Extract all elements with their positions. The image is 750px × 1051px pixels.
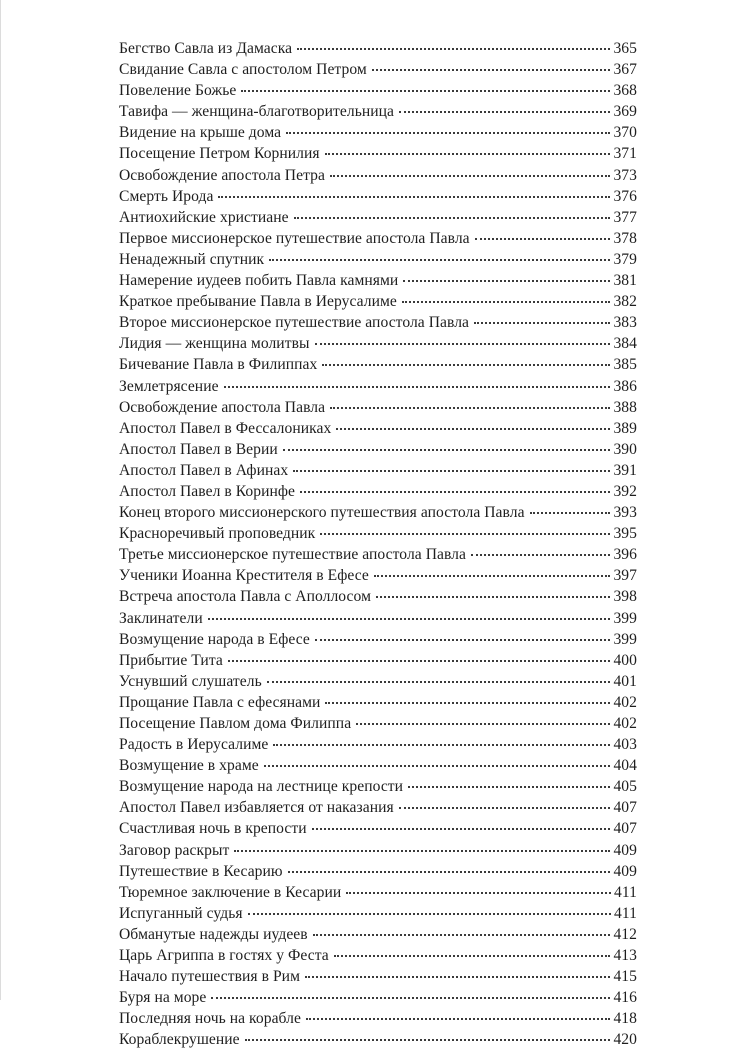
toc-entry [119, 312, 637, 333]
dot-leader [297, 47, 610, 50]
dot-leader [300, 490, 610, 493]
toc-entry-page-number: 405 [613, 778, 637, 796]
toc-entry-title: Тюремное заключение в Кесарии [119, 883, 342, 901]
toc-entry-title: Видение на крыше дома [119, 124, 282, 142]
toc-entry-title: Обманутые надежды иудеев [119, 925, 308, 943]
toc-entry-page-number: 378 [613, 229, 637, 247]
toc-entry [119, 629, 637, 650]
toc-entry-page-number: 416 [613, 989, 637, 1007]
toc-entry-title: Царь Агриппа в гостях у Феста [119, 947, 329, 965]
dot-leader [356, 722, 610, 725]
toc-entry-title: Прибытие Тита [119, 651, 223, 669]
dot-leader [245, 1038, 611, 1041]
toc-entry [119, 101, 637, 122]
toc-entry-title: Возмущение народа на лестнице крепости [119, 778, 404, 796]
toc-entry [119, 270, 637, 291]
toc-entry-page-number: 407 [613, 820, 637, 838]
dot-leader [334, 954, 611, 957]
toc-entry [119, 418, 637, 439]
toc-entry-title: Второе миссионерское путешествие апостола Павла [119, 314, 470, 332]
dot-leader [315, 342, 611, 345]
dot-leader [402, 300, 611, 303]
dot-leader [312, 827, 611, 830]
toc-entry-title: Ненадежный спутник [119, 250, 265, 268]
toc-entry-title: Третье миссионерское путешествие апостола Павла [119, 546, 466, 564]
toc-entry [119, 291, 637, 312]
toc-entry-page-number: 411 [614, 883, 637, 901]
toc-entry-title: Апостол Павел в Коринфе [119, 482, 295, 500]
toc-entry-page-number: 388 [613, 398, 637, 416]
dot-leader [288, 870, 611, 873]
dot-leader [403, 279, 610, 282]
toc-entry-title: Буря на море [119, 989, 207, 1007]
toc-entry [119, 692, 637, 713]
dot-leader [273, 743, 610, 746]
toc-entry-title: Ученики Иоанна Крестителя в Ефесе [119, 567, 369, 585]
dot-leader [228, 659, 611, 662]
toc-entry [119, 966, 637, 987]
dot-leader [320, 532, 610, 535]
toc-entry-title: Конец второго миссионерского путешествия апостола Павла [119, 504, 525, 522]
toc-entry-title: Свидание Савла с апостолом Петром [119, 61, 367, 79]
toc-entry-page-number: 413 [613, 947, 637, 965]
toc-entry-page-number: 396 [613, 546, 637, 564]
toc-entry [119, 586, 637, 607]
toc-entry-title: Возмущение в храме [119, 757, 259, 775]
toc-entry [119, 1008, 637, 1029]
toc-entry [119, 333, 637, 354]
toc-entry [119, 650, 637, 671]
toc-entry-title: Заклинатели [119, 609, 203, 627]
toc-entry [119, 903, 637, 924]
toc-entry-page-number: 409 [613, 862, 637, 880]
toc-entry-title: Апостол Павел в Верии [119, 440, 278, 458]
toc-entry-title: Бегство Савла из Дамаска [119, 40, 293, 57]
dot-leader [315, 638, 611, 641]
toc-entry [119, 186, 637, 207]
toc-entry-title: Красноречивый проповедник [119, 525, 316, 543]
dot-leader [346, 891, 611, 894]
dot-leader [293, 469, 610, 472]
toc-entry-page-number: 418 [613, 1010, 637, 1028]
toc-entry [119, 523, 637, 544]
toc-entry-page-number: 391 [613, 461, 637, 479]
toc-entry-page-number: 420 [613, 1031, 637, 1049]
toc-entry-title: Радость в Иерусалиме [119, 736, 269, 754]
toc-entry-title: Апостол Павел в Афинах [119, 461, 289, 479]
dot-leader [376, 595, 610, 598]
toc-entry [119, 143, 637, 164]
toc-entry-page-number: 411 [614, 904, 637, 922]
toc-entry-title: Возмущение народа в Ефесе [119, 630, 310, 648]
toc-entry-page-number: 377 [613, 208, 637, 226]
dot-leader [294, 216, 611, 219]
toc-entry-title: Начало путешествия в Рим [119, 968, 300, 986]
toc-entry-title: Лидия — женщина молитвы [119, 335, 310, 353]
dot-leader [224, 385, 611, 388]
toc-entry [119, 797, 637, 818]
toc-entry-title: Посещение Петром Корнилия [119, 145, 320, 163]
toc-entry [119, 818, 637, 839]
toc-entry [119, 565, 637, 586]
toc-entry [119, 924, 637, 945]
toc-entry-page-number: 367 [613, 61, 637, 79]
toc-entry-page-number: 384 [613, 335, 637, 353]
toc-entry [119, 228, 637, 249]
dot-leader [408, 785, 610, 788]
toc-entry [119, 755, 637, 776]
toc-entry-title: Прощание Павла с ефесянами [119, 693, 321, 711]
dot-leader [234, 849, 610, 852]
toc-entry-page-number: 370 [613, 124, 637, 142]
toc-entry [119, 80, 637, 101]
toc-entry-title: Тавифа — женщина-благотворительница [119, 103, 395, 121]
dot-leader [267, 680, 611, 683]
toc-entry [119, 945, 637, 966]
toc-entry-page-number: 398 [613, 588, 637, 606]
toc-entry-title: Смерть Ирода [119, 187, 214, 205]
toc-entry-page-number: 395 [613, 525, 637, 543]
toc-entry-title: Испуганный судья [119, 904, 243, 922]
toc-entry-title: Счастливая ночь в крепости [119, 820, 307, 838]
toc-entry [119, 122, 637, 143]
toc-entry-page-number: 402 [613, 715, 637, 732]
toc-entry-page-number: 397 [613, 567, 637, 585]
dot-leader [325, 701, 610, 704]
dot-leader [269, 258, 610, 261]
toc-entry-page-number: 382 [613, 293, 637, 311]
toc-entry-title: Путешествие в Кесарию [119, 862, 283, 880]
toc-entry-page-number: 386 [613, 377, 637, 395]
toc-entry [119, 776, 637, 797]
toc-entry [119, 861, 637, 882]
toc-entry-page-number: 399 [613, 630, 637, 648]
dot-leader [264, 764, 611, 767]
toc-entry-page-number: 404 [613, 757, 637, 775]
dot-leader [399, 110, 610, 113]
toc-entry [119, 502, 637, 523]
toc-entry-page-number: 407 [613, 799, 637, 817]
toc-entry-page-number: 399 [613, 609, 637, 627]
dot-leader [530, 511, 611, 514]
toc-entry-page-number: 402 [613, 693, 637, 711]
toc-entry-title: Намерение иудеев побить Павла камнями [119, 272, 399, 290]
toc-entry-page-number: 412 [613, 925, 637, 943]
toc-entry-title: Бичевание Павла в Филиппах [119, 356, 318, 374]
toc-entry-page-number: 403 [613, 736, 637, 754]
toc-entry-title: Повеление Божье [119, 82, 237, 100]
toc-entry-title: Антиохийские христиане [119, 208, 289, 226]
toc-entry-title: Землетрясение [119, 377, 219, 395]
toc-entry-title: Последняя ночь на корабле [119, 1010, 301, 1028]
toc-entry-page-number: 379 [613, 250, 637, 268]
toc-entry [119, 544, 637, 565]
toc-entry [119, 734, 637, 755]
dot-leader [374, 574, 611, 577]
toc-entry-title: Освобождение апостола Павла [119, 398, 326, 416]
toc-entry-title: Первое миссионерское путешествие апостола Павла [119, 229, 470, 247]
toc-entry-page-number: 383 [613, 314, 637, 332]
toc-entry [119, 207, 637, 228]
dot-leader [399, 806, 611, 809]
toc-entry-page-number: 373 [613, 166, 637, 184]
toc-entry [119, 439, 637, 460]
toc-entry [119, 671, 637, 692]
toc-entry-page-number: 376 [613, 187, 637, 205]
toc-entry-page-number: 389 [613, 419, 637, 437]
toc-entry-page-number: 400 [613, 651, 637, 669]
dot-leader [330, 174, 611, 177]
toc-entry [119, 460, 637, 481]
toc-entry-page-number: 371 [613, 145, 637, 163]
dot-leader [471, 553, 610, 556]
toc-entry-page-number: 401 [613, 672, 637, 690]
toc-entry-title: Кораблекрушение [119, 1031, 240, 1049]
toc-entry-title: Освобождение апостола Петра [119, 166, 325, 184]
toc-entry [119, 59, 637, 80]
toc-entry-page-number: 369 [613, 103, 637, 121]
dot-leader [306, 1017, 611, 1020]
dot-leader [336, 427, 610, 430]
dot-leader [283, 448, 611, 451]
toc-entry [119, 987, 637, 1008]
dot-leader [372, 68, 611, 71]
toc-entry [119, 1029, 637, 1050]
toc-entry-title: Апостол Павел в Фессалониках [119, 419, 332, 437]
toc-entry-page-number: 392 [613, 482, 637, 500]
toc-entry [119, 713, 637, 734]
dot-leader [475, 237, 611, 240]
dot-leader [330, 406, 610, 409]
toc-entry-page-number: 390 [613, 440, 637, 458]
toc-entry [119, 882, 637, 903]
toc-entry [119, 38, 637, 59]
table-of-contents [119, 38, 637, 1051]
dot-leader [248, 912, 611, 915]
toc-entry [119, 397, 637, 418]
toc-entry-title: Встреча апостола Павла с Аполлосом [119, 588, 371, 606]
toc-entry [119, 249, 637, 270]
toc-entry-title: Апостол Павел избавляется от наказания [119, 799, 394, 817]
toc-entry-title: Краткое пребывание Павла в Иерусалиме [119, 293, 397, 311]
toc-entry [119, 608, 637, 629]
toc-entry-page-number: 381 [613, 272, 637, 290]
dot-leader [208, 617, 611, 620]
dot-leader [218, 195, 610, 198]
toc-entry-page-number: 365 [613, 40, 637, 57]
dot-leader [305, 975, 610, 978]
dot-leader [286, 131, 610, 134]
dot-leader [313, 933, 611, 936]
toc-entry-page-number: 409 [613, 841, 637, 859]
toc-entry-page-number: 385 [613, 356, 637, 374]
toc-entry-title: Уснувший слушатель [119, 672, 262, 690]
toc-entry [119, 840, 637, 861]
toc-entry-page-number: 368 [613, 82, 637, 100]
toc-entry-page-number: 393 [613, 504, 637, 522]
toc-entry [119, 376, 637, 397]
toc-entry [119, 481, 637, 502]
toc-entry [119, 165, 637, 186]
dot-leader [325, 152, 611, 155]
dot-leader [241, 89, 610, 92]
toc-entry-title: Заговор раскрыт [119, 841, 230, 859]
dot-leader [211, 996, 610, 999]
toc-entry [119, 354, 637, 375]
toc-entry-page-number: 415 [613, 968, 637, 986]
toc-entry-title: Посещение Павлом дома Филиппа [119, 715, 352, 732]
dot-leader [322, 363, 610, 366]
dot-leader [474, 321, 610, 324]
